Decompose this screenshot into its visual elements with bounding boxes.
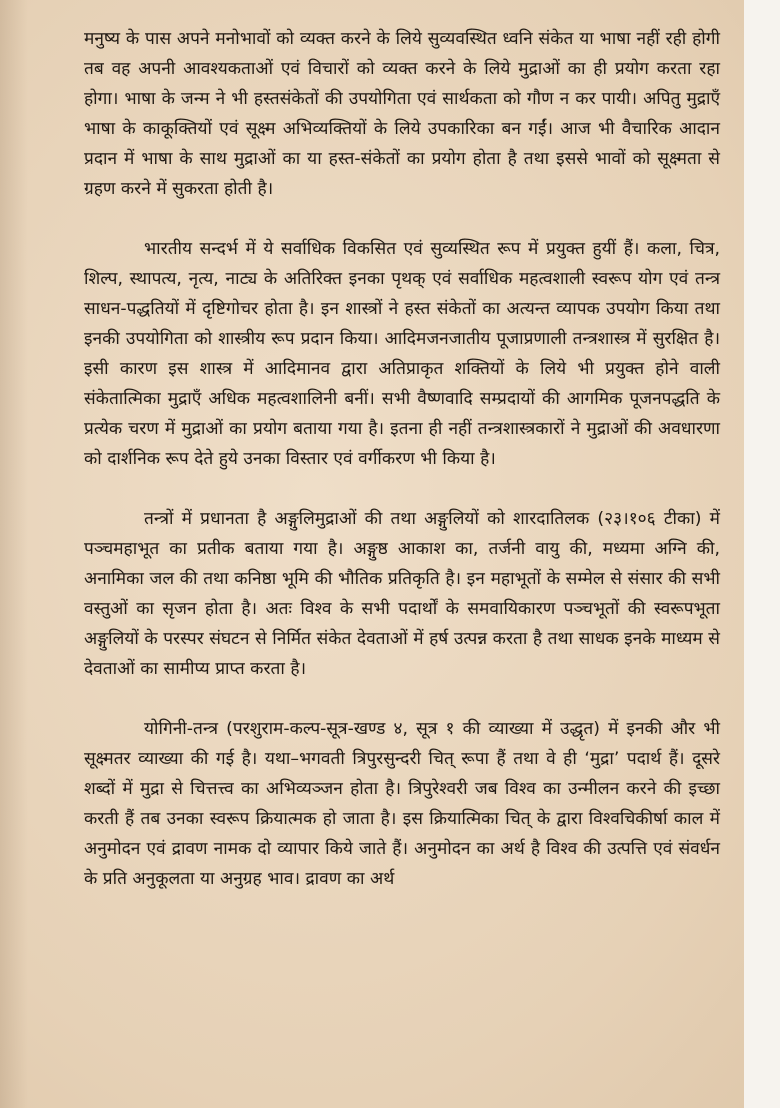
binding-shadow [0,0,28,1108]
page-margin-edge [744,0,780,1108]
paragraph-4: योगिनी-तन्त्र (परशुराम-कल्प-सूत्र-खण्ड ४, सूत्र १ की व्याख्या में उद्धृत) में इनकी और भी सूक्ष्मतर व्याख्या की गई है। यथा–भगवती त्रिपुरसुन्दरी चित् रूपा हैं तथा वे ही ‘मुद्रा’ पदार्थ हैं। दूसरे शब्दों में मुद्रा से चित्तत्त्व का अभिव्यञ्जन होता है। त्रिपुरेश्वरी जब विश्व का उन्मीलन करने की इच्छा करती हैं तब उनका स्वरूप क्रियात्मक हो जाता है। इस क्रियात्मिका चित् के द्वारा विश्वचिकीर्षा काल में अनुमोदन एवं द्रावण नामक दो व्यापार किये जाते हैं। अनुमोदन का अर्थ है विश्व की उत्पत्ति एवं संवर्धन के प्रति अनुकूलता या अनुग्रह भाव। द्रावण का अर्थ [84,719,720,889]
paragraph-2: भारतीय सन्दर्भ में ये सर्वाधिक विकसित एवं सुव्यस्थित रूप में प्रयुक्त हुयीं हैं। कला, चित्र, शिल्प, स्थापत्य, नृत्य, नाट्य के अतिरिक्त इनका पृथक् एवं सर्वाधिक महत्वशाली स्वरूप योग एवं तन्त्र साधन-पद्धतियों में दृष्टिगोचर होता है। इन शास्त्रों ने हस्त संकेतों का अत्यन्त व्यापक उपयोग किया तथा इनकी उपयोगिता को शास्त्रीय रूप प्रदान किया। आदिमजनजातीय पूजाप्रणाली तन्त्रशास्त्र में सुरक्षित है। इसी कारण इस शास्त्र में आदिमानव द्वारा अतिप्राकृत शक्तियों के लिये भी प्रयुक्त होने वाली संकेतात्मिका मुद्राएँ अधिक महत्वशालिनी बनीं। सभी वैष्णवादि सम्प्रदायों की आगमिक पूजनपद्धति के प्रत्येक चरण में मुद्राओं का प्रयोग बताया गया है। इतना ही नहीं तन्त्रशास्त्रकारों ने मुद्राओं की अवधारणा को दार्शनिक रूप देते हुये उनका विस्तार एवं वर्गीकरण भी किया है। [84,239,720,469]
paragraph-gap [84,474,720,504]
paragraph-3: तन्त्रों में प्रधानता है अङ्गुलिमुद्राओं की तथा अङ्गुलियों को शारदातिलक (२३।१०६ टीका) में पञ्चमहाभूत का प्रतीक बताया गया है। अङ्गुष्ठ आकाश का, तर्जनी वायु की, मध्यमा अग्नि की, अनामिका जल की तथा कनिष्ठा भूमि की भौतिक प्रतिकृति है। इन महाभूतों के सम्मेल से संसार की सभी वस्तुओं का सृजन होता है। अतः विश्व के सभी पदार्थों के समवायिकारण पञ्चभूतों की स्वरूपभूता अङ्गुलियों के परस्पर संघटन से निर्मित संकेत देवताओं में हर्ष उत्पन्न करता है तथा साधक इनके माध्यम से देवताओं का सामीप्य प्राप्त करता है। [84,509,720,679]
paragraph-1: मनुष्य के पास अपने मनोभावों को व्यक्त करने के लिये सुव्यवस्थित ध्वनि संकेत या भाषा नहीं रही होगी तब वह अपनी आवश्यकताओं एवं विचारों को व्यक्त करने के लिये मुद्राओं का ही प्रयोग करता रहा होगा। भाषा के जन्म ने भी हस्तसंकेतों की उपयोगिता एवं सार्थकता को गौण न कर पायी। अपितु मुद्राएँ भाषा के काकूक्तियों एवं सूक्ष्म अभिव्यक्तियों के लिये उपकारिका बन गईं। आज भी वैचारिक आदान प्रदान में भाषा के साथ मुद्राओं का या हस्त-संकेतों का प्रयोग होता है तथा इससे भावों को सूक्ष्मता से ग्रहण करने में सुकरता होती है। [84,29,720,199]
paragraph-gap [84,684,720,714]
paragraph-gap [84,204,720,234]
page-body [84,24,720,894]
